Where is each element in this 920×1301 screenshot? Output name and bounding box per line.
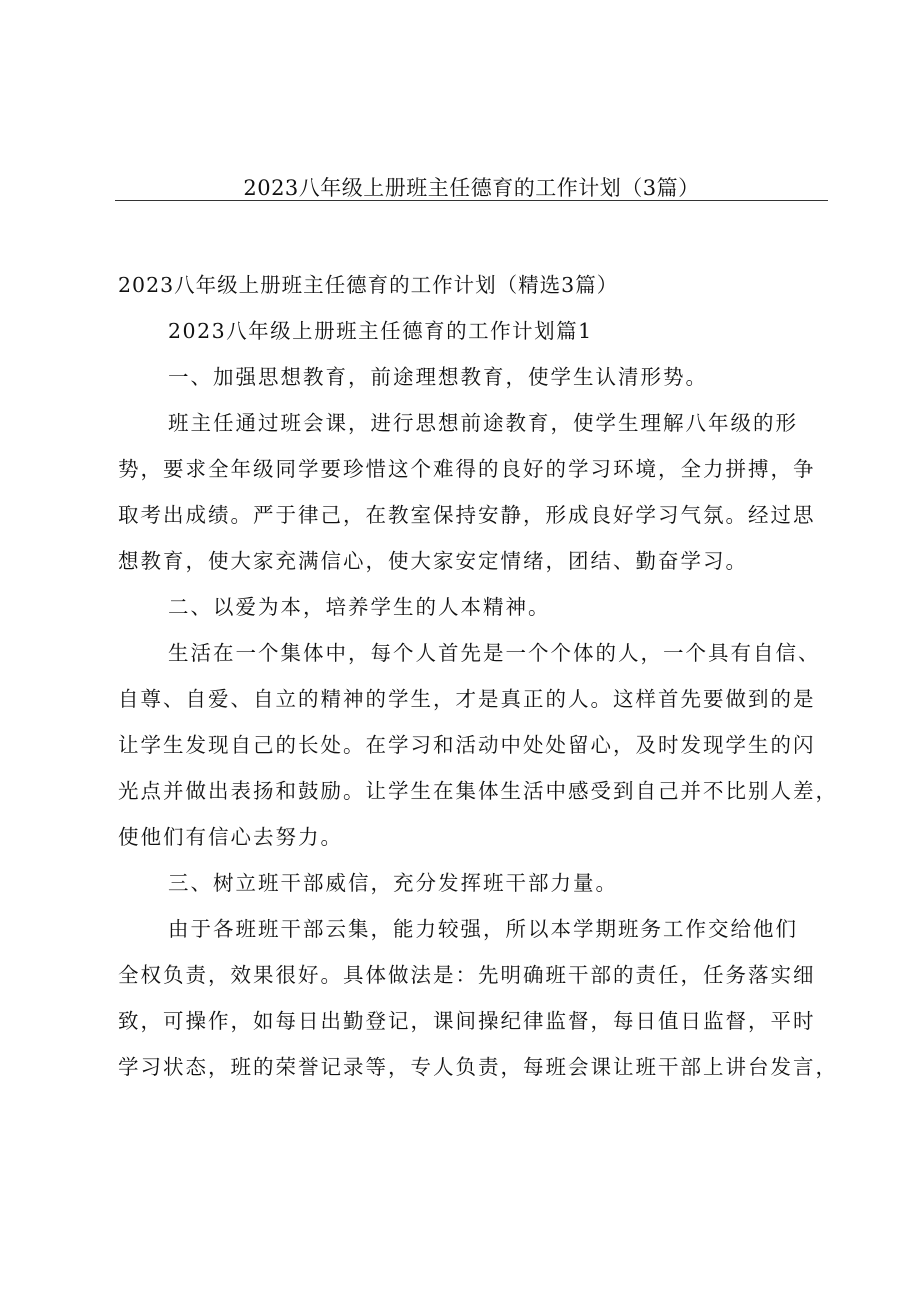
- paragraph-line: 使他们有信心去努力。: [118, 825, 343, 849]
- paragraph-line: 生活在一个集体中，每个人首先是一个个体的人，一个具有自信、: [168, 641, 821, 665]
- heading-3: 三、树立班干部威信，充分发挥班干部力量。: [168, 871, 618, 895]
- paragraph-line: 学习状态，班的荣誉记录等，专人负责，每班会课让班干部上讲台发言，: [118, 1055, 838, 1079]
- paragraph-line: 让学生发现自己的长处。在学习和活动中处处留心，及时发现学生的闪: [118, 733, 816, 757]
- paragraph-1: [118, 408, 838, 576]
- paragraph-line: 全权负责，效果很好。具体做法是：先明确班干部的责任，任务落实细: [118, 963, 816, 987]
- paragraph-line: 致，可操作，如每日出勤登记，课间操纪律监督，每日值日监督，平时: [118, 1009, 816, 1033]
- document-body: [118, 270, 838, 1098]
- heading-1: 一、加强思想教育，前途理想教育，使学生认清形势。: [168, 365, 708, 389]
- paragraph-line: 自尊、自爱、自立的精神的学生，才是真正的人。这样首先要做到的是: [118, 687, 816, 711]
- paragraph-line: 光点并做出表扬和鼓励。让学生在集体生活中感受到自己并不比别人差，: [118, 779, 838, 803]
- paragraph-line: 想教育，使大家充满信心，使大家安定情绪，团结、勤奋学习。: [118, 549, 748, 573]
- section-title: 2023八年级上册班主任德育的工作计划篇1: [168, 319, 593, 343]
- paragraph-3: [118, 914, 838, 1082]
- page-header: [115, 160, 828, 201]
- document-title: 2023八年级上册班主任德育的工作计划（精选3篇）: [118, 273, 619, 297]
- paragraph-line: 势，要求全年级同学要珍惜这个难得的良好的学习环境，全力拼搏，争: [118, 457, 816, 481]
- paragraph-2: [118, 638, 838, 852]
- paragraph-line: 取考出成绩。严于律己，在教室保持安静，形成良好学习气氛。经过思: [118, 503, 816, 527]
- page-header-title: 2023八年级上册班主任德育的工作计划（3篇）: [243, 176, 700, 200]
- paragraph-line: 班主任通过班会课，进行思想前途教育，使学生理解八年级的形: [168, 411, 798, 435]
- paragraph-line: 由于各班班干部云集，能力较强，所以本学期班务工作交给他们: [168, 917, 798, 941]
- heading-2: 二、以爱为本，培养学生的人本精神。: [168, 595, 551, 619]
